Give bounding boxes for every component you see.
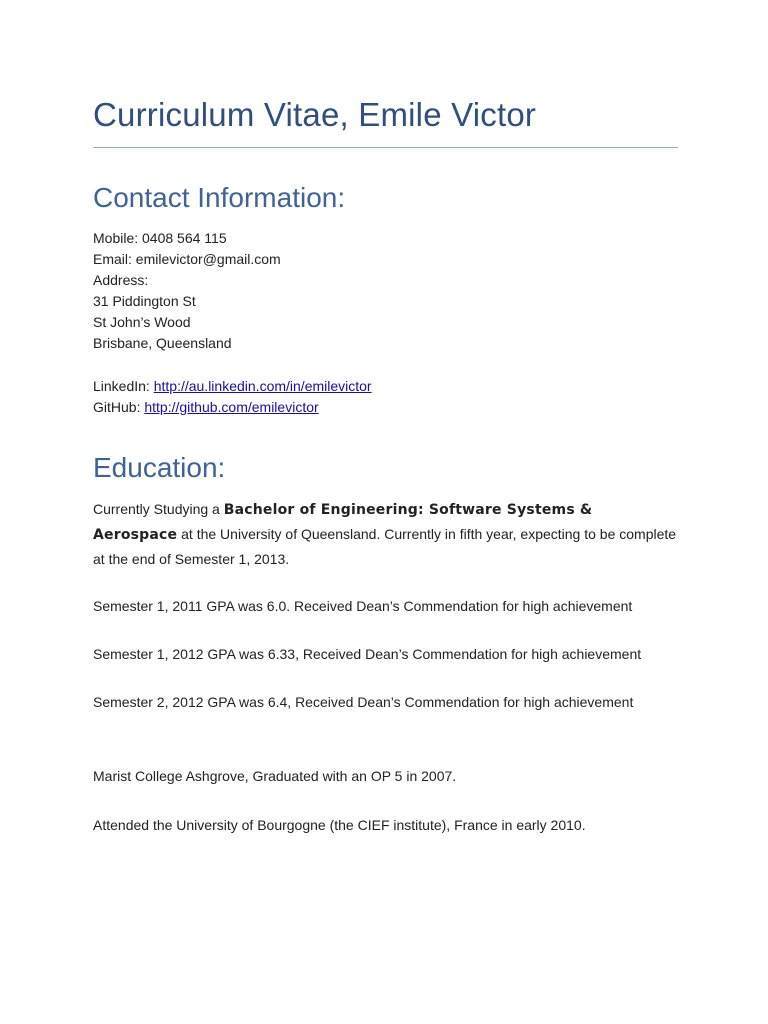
contact-github: [93, 397, 319, 418]
contact-mobile: Mobile: 0408 564 115: [93, 230, 227, 246]
education-heading: Education:: [93, 452, 226, 483]
gpa-semester2-2012: Semester 2, 2012 GPA was 6.4, Received Dean’s Commendation for high achievement: [93, 694, 634, 710]
education-intro-suffix: at the University of Queensland. Currently in fifth year, expecting to be complete at the end of Semester 1, 2013.: [93, 526, 677, 567]
linkedin-label: LinkedIn:: [93, 378, 154, 394]
school-record: Marist College Ashgrove, Graduated with an OP 5 in 2007.: [93, 768, 457, 784]
github-label: GitHub:: [93, 399, 145, 415]
document-title: Curriculum Vitae, Emile Victor: [93, 96, 537, 133]
contact-linkedin: [93, 376, 372, 397]
gpa-semester1-2011: Semester 1, 2011 GPA was 6.0. Received Dean’s Commendation for high achievement: [93, 598, 633, 614]
education-intro: [93, 497, 678, 571]
contact-address-line3: Brisbane, Queensland: [93, 335, 232, 351]
contact-address-line1: 31 Piddington St: [93, 293, 196, 309]
github-link[interactable]: http://github.com/emilevictor: [144, 399, 319, 415]
contact-heading: Contact Information:: [93, 182, 346, 213]
contact-address-line2: St John’s Wood: [93, 314, 191, 330]
gpa-semester1-2012: Semester 1, 2012 GPA was 6.33, Received Dean’s Commendation for high achievement: [93, 646, 642, 662]
linkedin-link[interactable]: http://au.linkedin.com/in/emilevictor: [153, 378, 372, 394]
education-intro-prefix: Currently Studying a: [93, 501, 224, 517]
contact-email: Email: emilevictor@gmail.com: [93, 251, 281, 267]
degree-name: Bachelor of Engineering: Software Systems & Aerospace: [93, 502, 593, 543]
exchange-record: Attended the University of Bourgogne (the CIEF institute), France in early 2010.: [93, 817, 586, 833]
title-divider: [93, 147, 678, 148]
contact-address-label: Address:: [93, 272, 149, 288]
